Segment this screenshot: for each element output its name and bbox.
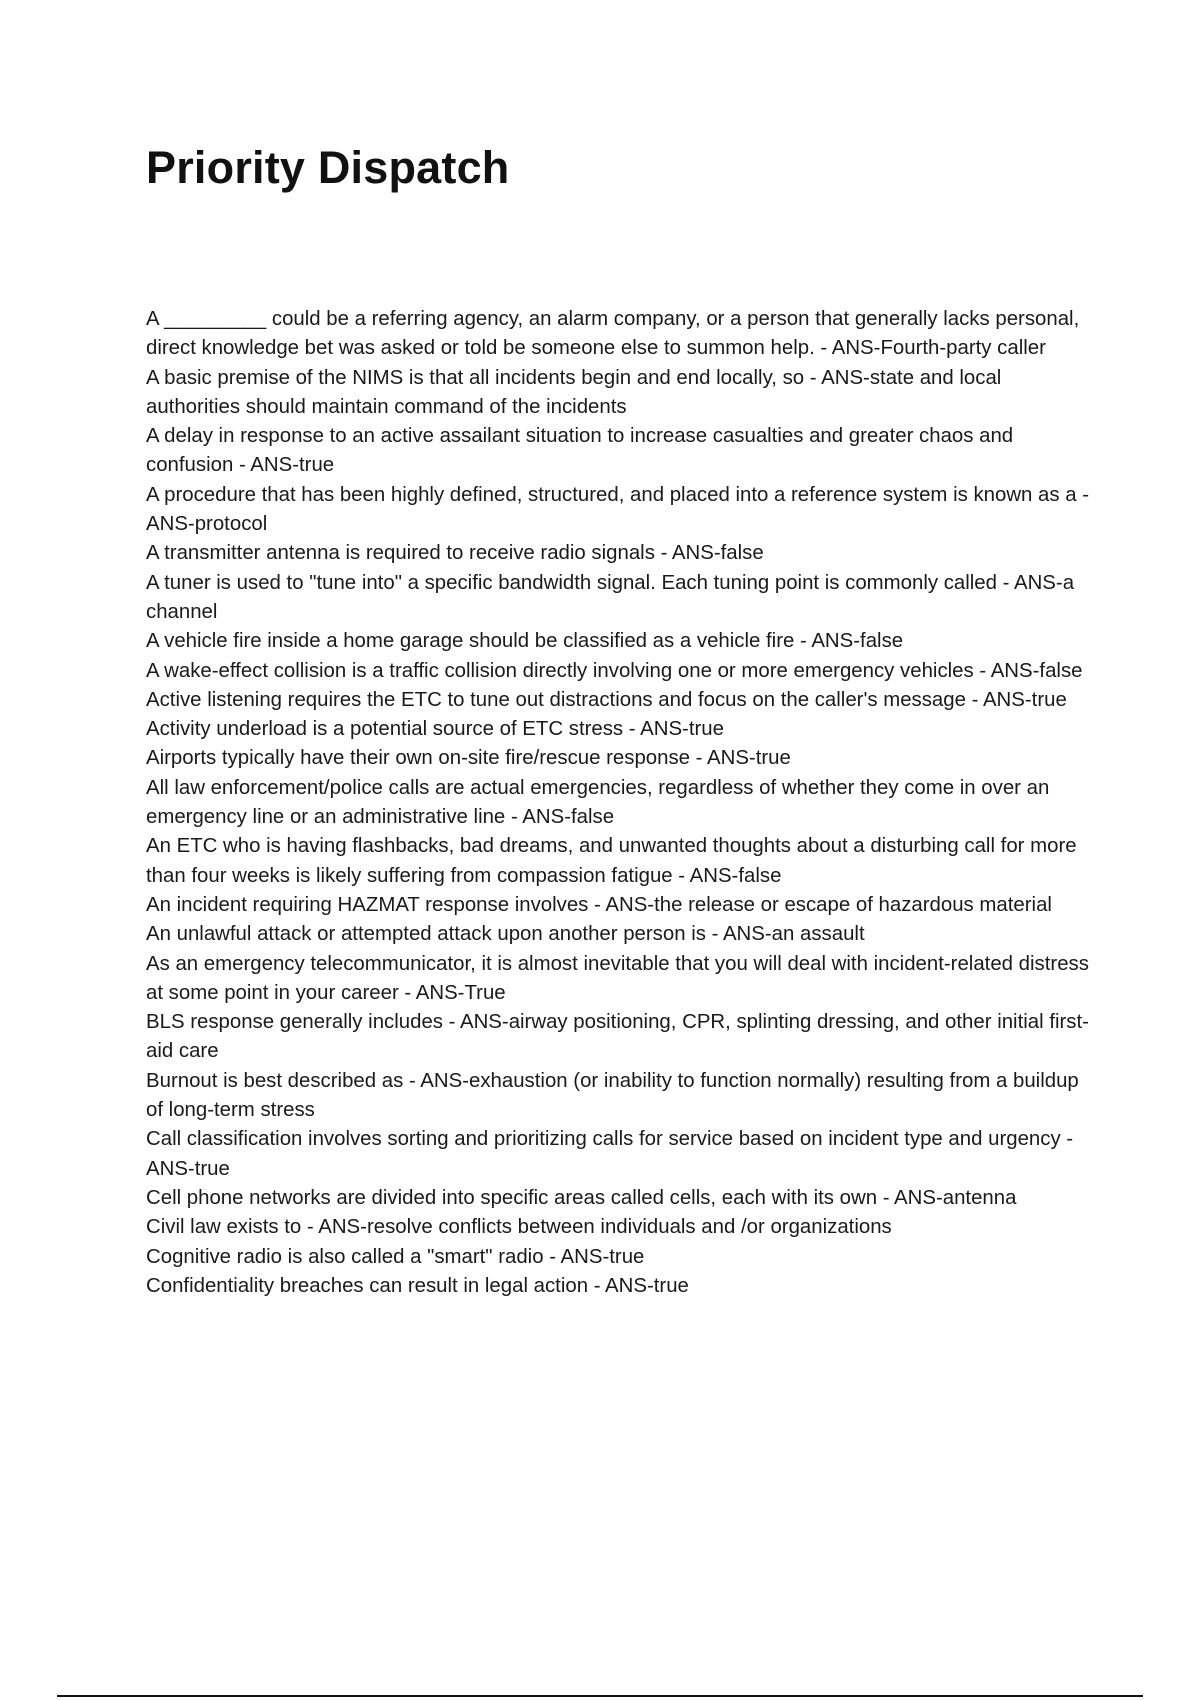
qa-item: Activity underload is a potential source of ETC stress - ANS-true	[146, 718, 724, 741]
qa-item: A basic premise of the NIMS is that all incidents begin and end locally, so - ANS-state and local authorities should maintain command of the incidents	[146, 366, 1002, 418]
qa-item: Civil law exists to - ANS-resolve conflicts between individuals and /or organizations	[146, 1216, 892, 1239]
qa-list	[146, 305, 1096, 1301]
qa-item: A tuner is used to "tune into" a specific bandwidth signal. Each tuning point is commonly called - ANS-a channel	[146, 571, 1075, 623]
qa-item: Airports typically have their own on-site fire/rescue response - ANS-true	[146, 747, 791, 770]
qa-item: An unlawful attack or attempted attack upon another person is - ANS-an assault	[146, 923, 865, 946]
qa-item: All law enforcement/police calls are actual emergencies, regardless of whether they come in over an emergency line or an administrative line - ANS-false	[146, 776, 1050, 829]
qa-item: Burnout is best described as - ANS-exhaustion (or inability to function normally) resulting from a buildup of long-term stress	[146, 1069, 1079, 1122]
qa-item: Active listening requires the ETC to tune out distractions and focus on the caller's message - ANS-true	[146, 688, 1067, 711]
qa-item: A vehicle fire inside a home garage should be classified as a vehicle fire - ANS-false	[146, 630, 904, 653]
qa-item: A _________ could be a referring agency, an alarm company, or a person that generally lacks personal, direct knowledge bet was asked or told be someone else to summon help. - ANS-Fourth-party caller	[146, 308, 1080, 360]
footer-rule	[57, 1695, 1143, 1697]
qa-item: Cognitive radio is also called a "smart" radio - ANS-true	[146, 1245, 645, 1268]
qa-item: A procedure that has been highly defined, structured, and placed into a reference system is known as a - ANS-protocol	[146, 483, 1090, 536]
qa-item: Confidentiality breaches can result in legal action - ANS-true	[146, 1274, 689, 1297]
qa-item: An ETC who is having flashbacks, bad dreams, and unwanted thoughts about a disturbing call for more than four weeks is likely suffering from compassion fatigue - ANS-false	[146, 835, 1077, 887]
qa-item: As an emergency telecommunicator, it is almost inevitable that you will deal with incident-related distress at some point in your career - ANS-True	[146, 952, 1089, 1004]
qa-item: An incident requiring HAZMAT response involves - ANS-the release or escape of hazardous material	[146, 893, 1052, 916]
qa-item: BLS response generally includes - ANS-airway positioning, CPR, splinting dressing, and other initial first-aid care	[146, 1011, 1089, 1063]
qa-item: A wake-effect collision is a traffic collision directly involving one or more emergency vehicles - ANS-false	[146, 659, 1083, 682]
qa-item: A delay in response to an active assailant situation to increase casualties and greater chaos and confusion - ANS-true	[146, 425, 1014, 477]
page-title: Priority Dispatch	[146, 142, 510, 193]
qa-item: A transmitter antenna is required to receive radio signals - ANS-false	[146, 542, 764, 565]
qa-item: Cell phone networks are divided into specific areas called cells, each with its own - ANS-antenna	[146, 1186, 1017, 1209]
qa-item: Call classification involves sorting and prioritizing calls for service based on incident type and urgency - ANS-true	[146, 1128, 1074, 1180]
